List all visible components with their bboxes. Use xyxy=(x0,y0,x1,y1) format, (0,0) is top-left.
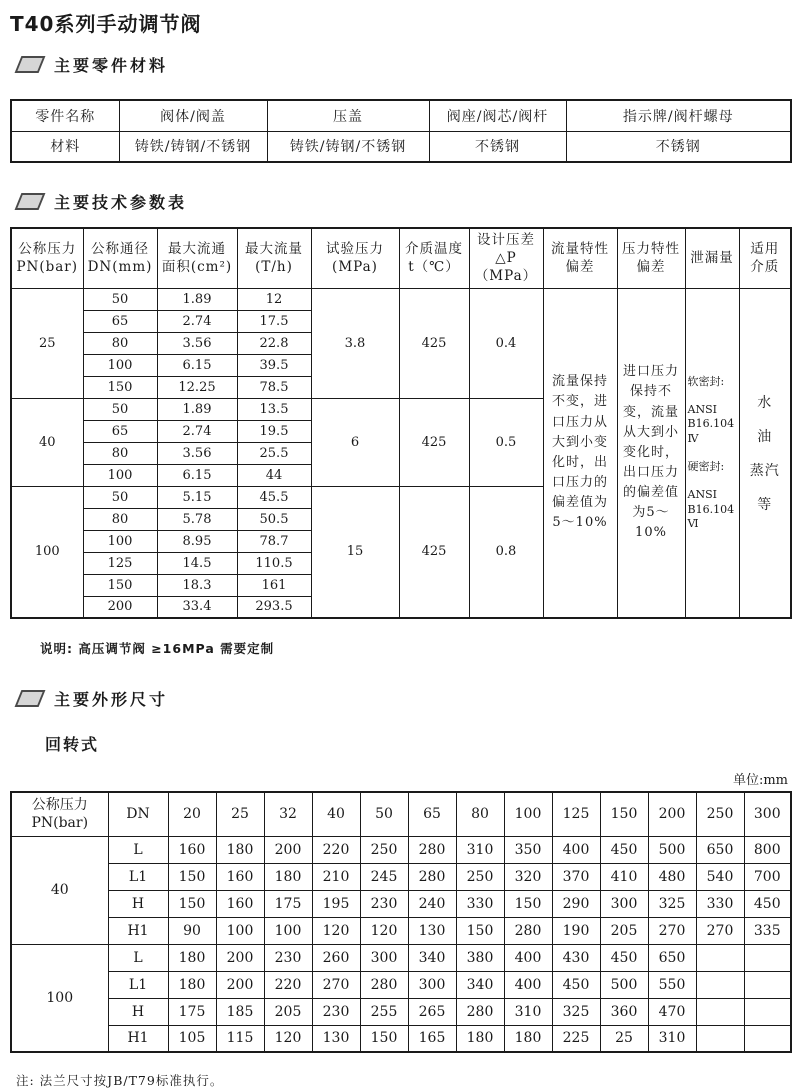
table-cell: 125 xyxy=(552,792,600,836)
table-cell: 300 xyxy=(600,890,648,917)
table-cell xyxy=(744,998,791,1025)
table-cell: 19.5 xyxy=(237,420,311,442)
table-cell: 14.5 xyxy=(157,552,237,574)
col-header xyxy=(157,228,237,288)
table-cell: 78.5 xyxy=(237,376,311,398)
dimensions-table xyxy=(10,791,792,1053)
header-line: △P（MPa） xyxy=(474,250,538,285)
section-tech-params-label: 主要技术参数表 xyxy=(54,193,188,212)
leak-hard-value: ANSI B16.104 Ⅵ xyxy=(687,488,735,530)
table-cell: 400 xyxy=(504,944,552,971)
table-cell: 2.74 xyxy=(157,310,237,332)
table-cell: 540 xyxy=(696,863,744,890)
table-cell: 310 xyxy=(648,1025,696,1052)
table-cell: 400 xyxy=(552,836,600,863)
col-header xyxy=(739,228,791,288)
table-cell: 161 xyxy=(237,574,311,596)
materials-value-row xyxy=(11,131,791,162)
parallelogram-icon xyxy=(15,193,46,210)
header-line: 最大流量 xyxy=(245,241,303,258)
media-item: 蒸汽 xyxy=(749,462,780,479)
table-cell: 50 xyxy=(83,486,157,508)
col-header xyxy=(83,228,157,288)
table-cell: 5.78 xyxy=(157,508,237,530)
table-cell: 150 xyxy=(360,1025,408,1052)
tech-note: 说明: 高压调节阀 ≥16MPa 需要定制 xyxy=(40,641,275,657)
table-cell: 44 xyxy=(237,464,311,486)
dn-header: DN xyxy=(108,792,168,836)
header-line: 介质温度 xyxy=(405,241,463,258)
table-cell: 180 xyxy=(264,863,312,890)
table-cell xyxy=(696,998,744,1025)
table-cell: 150 xyxy=(168,863,216,890)
row-label: H xyxy=(108,998,168,1025)
table-cell: 6.15 xyxy=(157,464,237,486)
header-line: (MPa) xyxy=(332,259,378,276)
section-dimensions xyxy=(10,687,790,710)
header-line: (T/h) xyxy=(255,259,293,276)
parallelogram-icon xyxy=(15,690,46,707)
table-cell: 220 xyxy=(312,836,360,863)
table-cell: 125 xyxy=(83,552,157,574)
table-cell: 12 xyxy=(237,288,311,310)
table-cell: 不锈钢 xyxy=(566,131,791,162)
table-cell: 280 xyxy=(360,971,408,998)
table-cell: 3.56 xyxy=(157,332,237,354)
table-cell: 不锈钢 xyxy=(429,131,566,162)
row-label: L xyxy=(108,836,168,863)
temp-cell: 425 xyxy=(399,398,469,486)
leak-hard-label: 硬密封: xyxy=(687,459,725,473)
table-cell: 265 xyxy=(408,998,456,1025)
table-cell: 160 xyxy=(216,890,264,917)
table-cell: 270 xyxy=(696,917,744,944)
table-cell: 40 xyxy=(312,792,360,836)
pn-cell: 40 xyxy=(11,836,108,944)
table-cell: 230 xyxy=(264,944,312,971)
table-cell: 材料 xyxy=(11,131,119,162)
table-cell: 270 xyxy=(648,917,696,944)
table-cell: 400 xyxy=(504,971,552,998)
media-item: 等 xyxy=(757,496,773,513)
table-cell: 370 xyxy=(552,863,600,890)
leakage-cell xyxy=(685,288,739,618)
table-cell: 180 xyxy=(216,836,264,863)
tech-params-table xyxy=(10,227,792,619)
table-cell: 33.4 xyxy=(157,596,237,618)
table-cell: 260 xyxy=(312,944,360,971)
spacer xyxy=(688,474,737,488)
header-line: 公称压力 xyxy=(31,796,88,813)
table-cell: 130 xyxy=(408,917,456,944)
header-line: PN(bar) xyxy=(31,815,89,832)
dim-row xyxy=(11,863,791,890)
table-cell: 120 xyxy=(264,1025,312,1052)
table-cell: 100 xyxy=(83,354,157,376)
row-label: H xyxy=(108,890,168,917)
dim-row xyxy=(11,998,791,1025)
table-cell: 100 xyxy=(83,530,157,552)
page-title: T40系列手动调节阀 xyxy=(10,12,202,36)
section-materials-label: 主要零件材料 xyxy=(54,56,169,75)
header-line: PN(bar) xyxy=(16,259,79,276)
table-cell: 100 xyxy=(504,792,552,836)
table-cell: 12.25 xyxy=(157,376,237,398)
table-cell: 450 xyxy=(600,836,648,863)
table-cell: 78.7 xyxy=(237,530,311,552)
table-cell: 350 xyxy=(504,836,552,863)
col-header xyxy=(617,228,685,288)
table-cell: 200 xyxy=(216,944,264,971)
table-cell: 65 xyxy=(83,310,157,332)
pn-cell: 25 xyxy=(11,288,83,398)
table-cell: 17.5 xyxy=(237,310,311,332)
temp-cell: 425 xyxy=(399,288,469,398)
tech-header-row xyxy=(11,228,791,288)
col-header xyxy=(543,228,617,288)
table-cell: 115 xyxy=(216,1025,264,1052)
table-cell: 20 xyxy=(168,792,216,836)
table-cell: 120 xyxy=(360,917,408,944)
table-cell xyxy=(696,1025,744,1052)
table-cell: 110.5 xyxy=(237,552,311,574)
table-cell: 45.5 xyxy=(237,486,311,508)
table-cell: 280 xyxy=(456,998,504,1025)
header-line: t（℃） xyxy=(408,259,460,276)
media-item: 油 xyxy=(757,428,773,445)
table-cell: 185 xyxy=(216,998,264,1025)
table-cell: 245 xyxy=(360,863,408,890)
dim-row xyxy=(11,1025,791,1052)
table-cell: 130 xyxy=(312,1025,360,1052)
table-cell: 50 xyxy=(83,288,157,310)
flow-deviation-cell: 流量保持不变，进口压力从大到小变化时，出口压力的偏差值为 5～10% xyxy=(543,288,617,618)
table-cell: 150 xyxy=(600,792,648,836)
table-cell: 500 xyxy=(648,836,696,863)
table-cell: 205 xyxy=(600,917,648,944)
table-cell: 8.95 xyxy=(157,530,237,552)
rotary-type-label: 回转式 xyxy=(45,735,100,755)
table-cell: 150 xyxy=(83,376,157,398)
pressure-deviation-cell: 进口压力保持不变，流量从大到小变化时，出口压力的偏差值为5～10% xyxy=(617,288,685,618)
table-cell: 165 xyxy=(408,1025,456,1052)
table-cell: 80 xyxy=(83,508,157,530)
table-cell: 180 xyxy=(168,944,216,971)
col-header xyxy=(685,228,739,288)
table-cell: 25 xyxy=(216,792,264,836)
table-cell: 550 xyxy=(648,971,696,998)
table-cell: 32 xyxy=(264,792,312,836)
row-label: H1 xyxy=(108,917,168,944)
table-cell: 80 xyxy=(456,792,504,836)
materials-table xyxy=(10,99,792,163)
table-cell: 铸铁/铸钢/不锈钢 xyxy=(267,131,429,162)
section-dimensions-label: 主要外形尺寸 xyxy=(54,690,169,710)
table-cell: 160 xyxy=(168,836,216,863)
col-header xyxy=(311,228,399,288)
table-cell: 指示牌/阀杆螺母 xyxy=(566,100,791,131)
dp-cell: 0.8 xyxy=(469,486,543,618)
table-cell: 150 xyxy=(168,890,216,917)
table-cell: 430 xyxy=(552,944,600,971)
table-cell: 铸铁/铸钢/不锈钢 xyxy=(119,131,267,162)
spacer xyxy=(688,389,737,403)
table-cell: 105 xyxy=(168,1025,216,1052)
table-cell xyxy=(696,944,744,971)
header-line: 公称压力 xyxy=(18,241,77,258)
table-cell: 100 xyxy=(83,464,157,486)
table-cell: 340 xyxy=(456,971,504,998)
table-cell: 225 xyxy=(552,1025,600,1052)
section-materials xyxy=(10,53,790,76)
dim-row xyxy=(11,836,791,863)
table-cell: 2.74 xyxy=(157,420,237,442)
table-cell: 330 xyxy=(696,890,744,917)
header-line: 面积(cm²) xyxy=(161,259,233,276)
table-cell: 335 xyxy=(744,917,791,944)
table-cell: 250 xyxy=(696,792,744,836)
header-line: 公称通径 xyxy=(91,241,149,258)
header-line: 适用 xyxy=(750,241,780,258)
table-cell: 6.15 xyxy=(157,354,237,376)
col-header xyxy=(399,228,469,288)
table-cell: 120 xyxy=(312,917,360,944)
table-cell: 500 xyxy=(600,971,648,998)
row-label: L1 xyxy=(108,863,168,890)
temp-cell: 425 xyxy=(399,486,469,618)
table-cell: 410 xyxy=(600,863,648,890)
bottom-note: 注: 法兰尺寸按JB/T79标准执行。 xyxy=(16,1073,224,1089)
table-cell: 100 xyxy=(264,917,312,944)
table-cell: 450 xyxy=(744,890,791,917)
table-cell: 阀座/阀芯/阀杆 xyxy=(429,100,566,131)
table-cell: 470 xyxy=(648,998,696,1025)
header-line: 介质 xyxy=(750,259,780,276)
table-cell: 175 xyxy=(168,998,216,1025)
test-pressure-cell: 3.8 xyxy=(311,288,399,398)
table-cell: 50.5 xyxy=(237,508,311,530)
row-label: L1 xyxy=(108,971,168,998)
table-cell: 190 xyxy=(552,917,600,944)
table-cell: 340 xyxy=(408,944,456,971)
test-pressure-cell: 6 xyxy=(311,398,399,486)
table-cell: 200 xyxy=(648,792,696,836)
header-line: 泄漏量 xyxy=(690,250,734,267)
table-cell: 65 xyxy=(408,792,456,836)
spacer xyxy=(688,446,737,460)
table-cell: 150 xyxy=(83,574,157,596)
unit-label: 单位:mm xyxy=(732,773,788,789)
materials-header-row xyxy=(11,100,791,131)
table-cell: 250 xyxy=(456,863,504,890)
table-cell: 100 xyxy=(216,917,264,944)
table-cell: 280 xyxy=(504,917,552,944)
table-cell: 压盖 xyxy=(267,100,429,131)
header-line: 设计压差 xyxy=(477,232,535,248)
table-cell: 480 xyxy=(648,863,696,890)
row-label: L xyxy=(108,944,168,971)
table-cell: 210 xyxy=(312,863,360,890)
dim-header-row xyxy=(11,792,791,836)
table-cell: 310 xyxy=(456,836,504,863)
table-cell: 240 xyxy=(408,890,456,917)
table-cell: 270 xyxy=(312,971,360,998)
header-line: 最大流通 xyxy=(168,241,226,258)
table-cell: 13.5 xyxy=(237,398,311,420)
dim-row xyxy=(11,971,791,998)
header-line: 试验压力 xyxy=(326,241,384,258)
pn-cell: 100 xyxy=(11,486,83,618)
table-cell: 80 xyxy=(83,442,157,464)
dp-cell: 0.5 xyxy=(469,398,543,486)
table-cell: 300 xyxy=(360,944,408,971)
table-cell: 39.5 xyxy=(237,354,311,376)
dim-row xyxy=(11,917,791,944)
table-cell: 310 xyxy=(504,998,552,1025)
table-cell: 230 xyxy=(360,890,408,917)
table-cell: 450 xyxy=(552,971,600,998)
col-header xyxy=(11,228,83,288)
table-cell: 650 xyxy=(696,836,744,863)
row-label: H1 xyxy=(108,1025,168,1052)
table-cell: 195 xyxy=(312,890,360,917)
table-cell: 205 xyxy=(264,998,312,1025)
dp-cell: 0.4 xyxy=(469,288,543,398)
test-pressure-cell: 15 xyxy=(311,486,399,618)
table-cell: 800 xyxy=(744,836,791,863)
tech-row xyxy=(11,288,791,310)
col-header xyxy=(469,228,543,288)
table-cell: 450 xyxy=(600,944,648,971)
table-cell: 300 xyxy=(744,792,791,836)
table-cell: 阀体/阀盖 xyxy=(119,100,267,131)
table-cell: 零件名称 xyxy=(11,100,119,131)
table-cell: 3.56 xyxy=(157,442,237,464)
parallelogram-icon xyxy=(15,56,46,73)
table-cell: 65 xyxy=(83,420,157,442)
table-cell: 25.5 xyxy=(237,442,311,464)
table-cell: 5.15 xyxy=(157,486,237,508)
header-line: 流量特性 xyxy=(551,241,609,258)
section-tech-params xyxy=(10,190,790,213)
table-cell: 250 xyxy=(360,836,408,863)
table-cell xyxy=(696,971,744,998)
table-cell: 50 xyxy=(83,398,157,420)
table-cell: 330 xyxy=(456,890,504,917)
pn-cell: 100 xyxy=(11,944,108,1052)
table-cell: 200 xyxy=(264,836,312,863)
dim-row xyxy=(11,890,791,917)
table-cell: 325 xyxy=(552,998,600,1025)
header-line: 偏差 xyxy=(636,259,666,276)
table-cell: 320 xyxy=(504,863,552,890)
table-cell: 380 xyxy=(456,944,504,971)
header-line: 压力特性 xyxy=(622,241,680,258)
table-cell: 1.89 xyxy=(157,288,237,310)
table-cell: 293.5 xyxy=(237,596,311,618)
col-header xyxy=(237,228,311,288)
pn-cell: 40 xyxy=(11,398,83,486)
table-cell: 25 xyxy=(600,1025,648,1052)
table-cell: 220 xyxy=(264,971,312,998)
table-cell: 22.8 xyxy=(237,332,311,354)
header-line: DN(mm) xyxy=(87,259,153,276)
table-cell: 290 xyxy=(552,890,600,917)
dim-row xyxy=(11,944,791,971)
table-cell: 700 xyxy=(744,863,791,890)
table-cell xyxy=(744,1025,791,1052)
header-line: 偏差 xyxy=(565,259,595,276)
table-cell: 90 xyxy=(168,917,216,944)
table-cell: 150 xyxy=(504,890,552,917)
table-cell: 80 xyxy=(83,332,157,354)
media-item: 水 xyxy=(757,394,773,411)
table-cell: 650 xyxy=(648,944,696,971)
table-cell: 180 xyxy=(504,1025,552,1052)
table-cell: 360 xyxy=(600,998,648,1025)
table-cell: 200 xyxy=(83,596,157,618)
table-cell xyxy=(744,944,791,971)
table-cell: 18.3 xyxy=(157,574,237,596)
table-cell: 325 xyxy=(648,890,696,917)
table-cell: 230 xyxy=(312,998,360,1025)
table-cell: 50 xyxy=(360,792,408,836)
table-cell: 180 xyxy=(456,1025,504,1052)
table-cell: 255 xyxy=(360,998,408,1025)
media-cell xyxy=(739,288,791,618)
table-cell: 175 xyxy=(264,890,312,917)
table-cell: 300 xyxy=(408,971,456,998)
table-cell xyxy=(744,971,791,998)
table-cell: 200 xyxy=(216,971,264,998)
leak-soft-label: 软密封: xyxy=(687,374,725,388)
corner-header xyxy=(11,792,108,836)
table-cell: 1.89 xyxy=(157,398,237,420)
table-cell: 280 xyxy=(408,863,456,890)
table-cell: 280 xyxy=(408,836,456,863)
table-cell: 180 xyxy=(168,971,216,998)
table-cell: 150 xyxy=(456,917,504,944)
table-cell: 160 xyxy=(216,863,264,890)
leak-soft-value: ANSI B16.104 Ⅳ xyxy=(687,403,735,445)
